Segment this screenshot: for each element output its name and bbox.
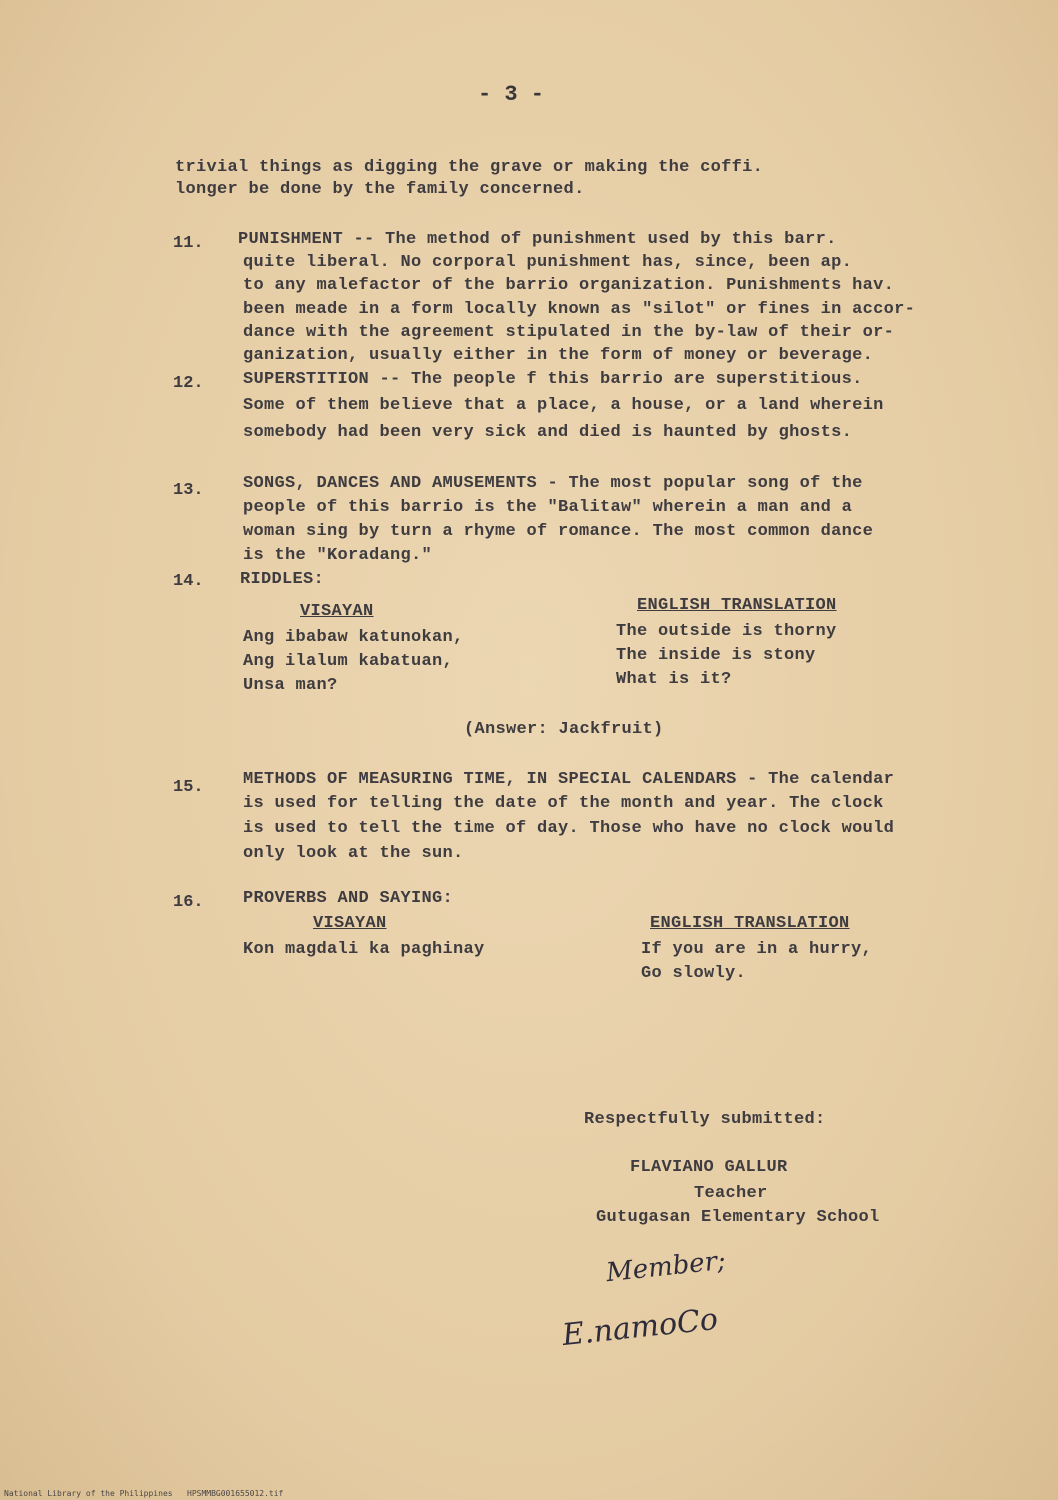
- english-header: ENGLISH TRANSLATION: [650, 914, 850, 933]
- section-line: woman sing by turn a rhyme of romance. The most common dance: [243, 522, 874, 541]
- riddles-title: RIDDLES:: [240, 570, 325, 589]
- section-line: to any malefactor of the barrio organization. Punishments hav.: [243, 276, 895, 295]
- proverbs-title: PROVERBS AND SAYING:: [243, 889, 454, 908]
- section-line: is used for telling the date of the month and year. The clock: [243, 794, 884, 813]
- section-line: quite liberal. No corporal punishment has, since, been ap.: [243, 253, 853, 272]
- riddle-visayan-line: Ang ibabaw katunokan,: [243, 628, 464, 647]
- section-number: 14.: [173, 572, 204, 591]
- section-number: 16.: [173, 893, 204, 912]
- section-number: 12.: [173, 374, 204, 393]
- section-line: PUNISHMENT -- The method of punishment used by this barr.: [238, 230, 837, 249]
- section-number: 13.: [173, 481, 204, 500]
- page-number: - 3 -: [478, 82, 545, 107]
- visayan-header: VISAYAN: [300, 602, 374, 621]
- section-number: 15.: [173, 778, 204, 797]
- intro-line: longer be done by the family concerned.: [175, 180, 585, 199]
- section-line: is used to tell the time of day. Those who have no clock would: [243, 819, 895, 838]
- author-role: Teacher: [694, 1184, 768, 1203]
- member-handwriting: Member;: [604, 1245, 728, 1289]
- section-line: been meade in a form locally known as "silot" or fines in accor-: [243, 300, 916, 319]
- author-name: FLAVIANO GALLUR: [630, 1158, 788, 1177]
- section-line: people of this barrio is the "Balitaw" wherein a man and a: [243, 498, 853, 517]
- riddle-english-line: The outside is thorny: [616, 622, 837, 641]
- section-line: ganization, usually either in the form of money or beverage.: [243, 346, 874, 365]
- riddle-visayan-line: Ang ilalum kabatuan,: [243, 652, 454, 671]
- proverb-english-line: Go slowly.: [641, 964, 747, 983]
- section-line: only look at the sun.: [243, 844, 464, 863]
- section-line: is the "Koradang.": [243, 546, 433, 565]
- section-line: METHODS OF MEASURING TIME, IN SPECIAL CALENDARS - The calendar: [243, 770, 895, 789]
- english-header: ENGLISH TRANSLATION: [637, 596, 837, 615]
- proverb-visayan-line: Kon magdali ka paghinay: [243, 940, 485, 959]
- signature: E.namoCo: [560, 1301, 720, 1354]
- proverb-english-line: If you are in a hurry,: [641, 940, 873, 959]
- section-line: Some of them believe that a place, a house, or a land wherein: [243, 396, 884, 415]
- riddle-english-line: What is it?: [616, 670, 732, 689]
- section-line: SONGS, DANCES AND AMUSEMENTS - The most popular song of the: [243, 474, 863, 493]
- section-line: dance with the agreement stipulated in the by-law of their or-: [243, 323, 895, 342]
- riddle-answer: (Answer: Jackfruit): [464, 720, 664, 739]
- riddle-visayan-line: Unsa man?: [243, 676, 338, 695]
- visayan-header: VISAYAN: [313, 914, 387, 933]
- scan-footer: National Library of the Philippines HPSMMBG001655012.tif: [4, 1489, 284, 1498]
- submitted-text: Respectfully submitted:: [584, 1110, 826, 1129]
- section-line: SUPERSTITION -- The people f this barrio are superstitious.: [243, 370, 863, 389]
- school-name: Gutugasan Elementary School: [596, 1208, 880, 1227]
- intro-line: trivial things as digging the grave or making the coffi.: [175, 158, 764, 177]
- section-number: 11.: [173, 234, 204, 253]
- riddle-english-line: The inside is stony: [616, 646, 816, 665]
- section-line: somebody had been very sick and died is haunted by ghosts.: [243, 423, 853, 442]
